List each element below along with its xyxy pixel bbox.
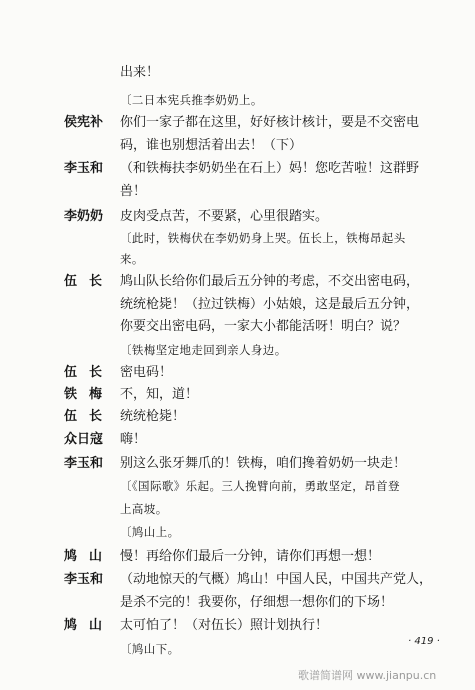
stage-direction-text: 〔铁梅坚定地走回到亲人身边。: [120, 343, 287, 357]
dialogue-text: 嗨！: [120, 432, 147, 447]
stage-direction-text: 〔鸠山上。: [120, 525, 180, 539]
dialogue-line: [0, 429, 475, 451]
dialogue-text: 太可怕了！（对伍长）照计划执行！: [120, 618, 329, 633]
dialogue-line: [0, 546, 475, 568]
dialogue-text: （和铁梅扶李奶奶坐在石上）妈！您吃苦啦！这群野: [120, 161, 420, 176]
stage-direction-text: 〔《国际歌》乐起。三人挽臂向前，勇敢坚定，昂首登: [120, 479, 400, 493]
dialogue-line: [0, 453, 475, 475]
dialogue-text: 统统枪毙！（拉过铁梅）小姑娘，这是最后五分钟，: [120, 297, 420, 312]
speaker-name: 伍长: [64, 365, 115, 380]
speaker-name: 众日寇: [64, 432, 104, 447]
dialogue-line: [0, 181, 475, 203]
stage-direction-text: 〔二日本宪兵推李奶奶上。: [120, 93, 263, 107]
stage-direction-text: 上高坡。: [120, 502, 168, 516]
dialogue-line: [0, 206, 475, 228]
dialogue-line: [0, 316, 475, 338]
stage-direction-text: 〔鸠山下。: [120, 642, 180, 656]
speaker-name: 李玉和: [64, 572, 104, 587]
speaker-name: 侯宪补: [64, 115, 104, 130]
dialogue-text: 出来！: [120, 65, 160, 80]
dialogue-line: [0, 569, 475, 591]
speaker-name: 鸠山: [64, 618, 115, 633]
stage-direction-line: [0, 521, 475, 543]
stage-direction-line: [0, 248, 475, 270]
speaker-name: 伍长: [64, 274, 115, 289]
page-number: · 419 ·: [408, 636, 440, 647]
dialogue-line: [0, 406, 475, 428]
dialogue-line: [0, 615, 475, 637]
dialogue-text: 密电码！: [120, 365, 173, 380]
dialogue-line: [0, 112, 475, 134]
dialogue-text: 不，知，道！: [120, 387, 199, 402]
dialogue-text: 皮肉受点苦，不要紧，心里很踏实。: [120, 209, 329, 224]
dialogue-text: 别这么张牙舞爪的！铁梅，咱们搀着奶奶一块走！: [120, 456, 407, 471]
speaker-name: 李玉和: [64, 161, 104, 176]
stage-direction-line: [0, 227, 475, 249]
dialogue-text: 鸠山队长给你们最后五分钟的考虑，不交出密电码，: [120, 274, 420, 289]
speaker-name: 李奶奶: [64, 209, 104, 224]
speaker-name: 鸠山: [64, 549, 115, 564]
dialogue-text: 兽！: [120, 184, 147, 199]
dialogue-text: 是杀不完的！我要你，仔细想一想你们的下场！: [120, 595, 394, 610]
dialogue-line: [0, 294, 475, 316]
speaker-name: 伍长: [64, 409, 115, 424]
stage-direction-line: [0, 638, 475, 660]
stage-direction-line: [0, 89, 475, 111]
stage-direction-line: [0, 339, 475, 361]
watermark: 歌谱简谱网 www.jianpu.cn: [298, 669, 437, 682]
dialogue-text: 慢！再给你们最后一分钟，请你们再想一想！: [120, 549, 381, 564]
speaker-name: 李玉和: [64, 456, 104, 471]
dialogue-line: [0, 135, 475, 157]
stage-direction-text: 〔此时，铁梅伏在李奶奶身上哭。伍长上，铁梅昂起头: [120, 231, 406, 245]
dialogue-text: （动地惊天的气概）鸠山！中国人民，中国共产党人，: [120, 572, 433, 587]
dialogue-line: [0, 158, 475, 180]
dialogue-text: 你要交出密电码，一家大小都能活呀！明白？说？: [120, 319, 407, 334]
stage-direction-text: 来。: [120, 252, 144, 266]
dialogue-text: 统统枪毙！: [120, 409, 186, 424]
stage-direction-line: [0, 475, 475, 497]
dialogue-text: 码，谁也别想活着出去！（下）: [120, 138, 303, 153]
dialogue-line: [0, 592, 475, 614]
speaker-name: 铁梅: [64, 387, 115, 402]
dialogue-line: [0, 271, 475, 293]
stage-direction-line: [0, 498, 475, 520]
dialogue-text: 你们一家子都在这里，好好核计核计，要是不交密电: [120, 115, 420, 130]
dialogue-line: [0, 62, 475, 84]
dialogue-line: [0, 384, 475, 406]
dialogue-line: [0, 362, 475, 384]
